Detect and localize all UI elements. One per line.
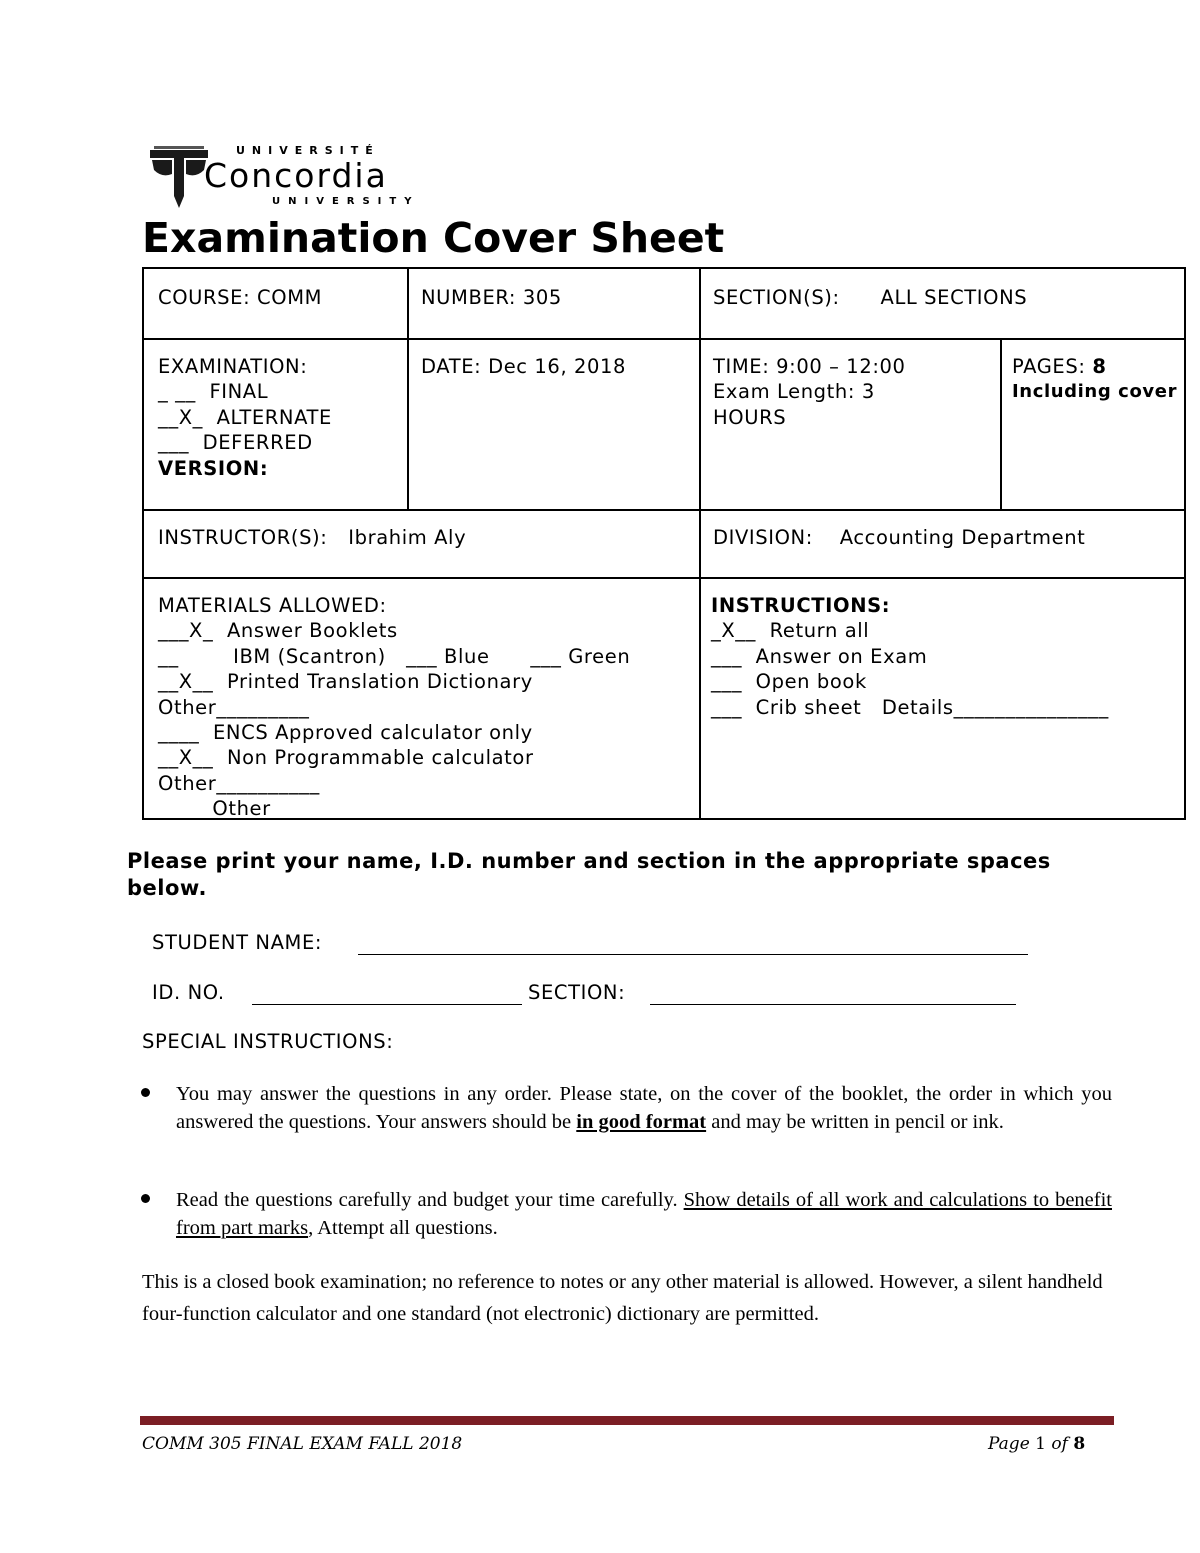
logo-bottom-text: UNIVERSITY [272, 196, 420, 207]
materials-line: ____ ENCS Approved calculator only [158, 721, 533, 745]
instructor-label: INSTRUCTOR(S): [158, 526, 328, 549]
bullet-1-text-end: and may be written in pencil or ink. [706, 1111, 1004, 1133]
instructor-value: Ibrahim Aly [348, 526, 467, 549]
instructions-line: ___ Crib sheet Details_______________ [711, 695, 1109, 719]
date-label: DATE: Dec 16, 2018 [421, 355, 627, 378]
section-label: SECTION: [528, 981, 626, 1004]
page-total: 8 [1073, 1434, 1086, 1454]
cover-table [142, 267, 1186, 820]
instruction-bullet-2 [176, 1186, 1112, 1242]
footer-bar [140, 1416, 1114, 1425]
examination-label: EXAMINATION: [158, 355, 308, 378]
bullet-2-text-end: , Attempt all questions. [308, 1217, 498, 1239]
pages-cell [1000, 338, 1184, 405]
exam-option-deferred: ___ DEFERRED [158, 431, 313, 455]
sections-label: SECTION(S): [713, 286, 840, 309]
time-cell [699, 338, 1000, 430]
instructor-cell [144, 509, 699, 550]
footer-course: COMM 305 FINAL EXAM FALL 2018 [142, 1434, 463, 1454]
instruction-bullet-1 [176, 1080, 1112, 1136]
id-field[interactable] [252, 1004, 522, 1005]
section-field[interactable] [650, 1004, 1016, 1005]
date-cell [407, 338, 699, 379]
materials-label: MATERIALS ALLOWED: [158, 594, 387, 617]
materials-line: Other_________ [158, 695, 310, 719]
page-current: 1 [1035, 1434, 1046, 1454]
hours-line: HOURS [713, 405, 787, 429]
sections-value: ALL SECTIONS [880, 286, 1028, 309]
shield-logo-icon [148, 144, 210, 214]
materials-cell [144, 577, 699, 822]
course-cell [144, 269, 407, 310]
materials-line: __ IBM (Scantron) ___ Blue ___ Green [158, 644, 631, 668]
pages-label: PAGES: [1012, 355, 1086, 378]
university-logo [140, 140, 440, 212]
bullet-2-emphasis: Show details of all work and calculations to benefit from part marks [176, 1189, 1112, 1239]
instructions-line: _X__ Return all [711, 619, 870, 643]
number-label: NUMBER: 305 [421, 286, 562, 309]
print-instructions: Please print your name, I.D. number and section in the appropriate spaces below. [127, 849, 1051, 900]
pages-value: 8 [1092, 355, 1107, 378]
pages-note: Including cover [1012, 381, 1178, 403]
division-label: DIVISION: [713, 526, 813, 549]
materials-line: Other__________ [158, 771, 320, 795]
special-instructions-title: SPECIAL INSTRUCTIONS: [142, 1030, 394, 1053]
page-of: of [1046, 1434, 1074, 1454]
course-label: COURSE: COMM [158, 286, 323, 309]
page-number [988, 1434, 1085, 1454]
student-name-field[interactable] [358, 954, 1028, 955]
instructions-line: ___ Answer on Exam [711, 644, 928, 668]
materials-line: __X__ Printed Translation Dictionary [158, 670, 533, 694]
number-cell [407, 269, 699, 310]
materials-line: Other [158, 797, 271, 821]
bullet-1-emphasis: in good format [576, 1111, 707, 1133]
materials-line: ___X_ Answer Booklets [158, 619, 398, 643]
closing-statement: This is a closed book examination; no reference to notes or any other material is allowed. However, a silent handheld four-function calculator and one standard (not electronic) dictionary are permitted. [142, 1271, 1103, 1325]
examination-cell [144, 338, 407, 481]
bullet-icon [141, 1088, 150, 1097]
page-prefix: Page [988, 1434, 1036, 1454]
exam-option-final: _ __ FINAL [158, 380, 269, 404]
bullet-1-text: You may answer the questions in any order. Please state, on the cover of the booklet, the order in which you answered the questions. Your answers should be [176, 1083, 1112, 1133]
logo-top-text: UNIVERSITÉ [236, 144, 380, 157]
division-value: Accounting Department [839, 526, 1086, 549]
exam-option-alternate: __X_ ALTERNATE [158, 405, 332, 429]
logo-main-text: Concordia [204, 156, 388, 195]
sections-cell [699, 269, 1184, 310]
student-name-label: STUDENT NAME: [152, 931, 323, 954]
instructions-cell [699, 577, 1184, 720]
id-label: ID. NO. [152, 981, 225, 1004]
materials-line: __X__ Non Programmable calculator [158, 746, 534, 770]
bullet-2-text: Read the questions carefully and budget your time carefully. [176, 1189, 684, 1211]
version-label: VERSION: [158, 456, 269, 480]
page-title: Examination Cover Sheet [142, 214, 725, 262]
instructions-label: INSTRUCTIONS: [711, 594, 891, 617]
bullet-icon [141, 1194, 150, 1203]
exam-length-line: Exam Length: 3 [713, 380, 875, 404]
instructions-line: ___ Open book [711, 670, 867, 694]
division-cell [699, 509, 1184, 550]
time-line: TIME: 9:00 – 12:00 [713, 355, 906, 378]
